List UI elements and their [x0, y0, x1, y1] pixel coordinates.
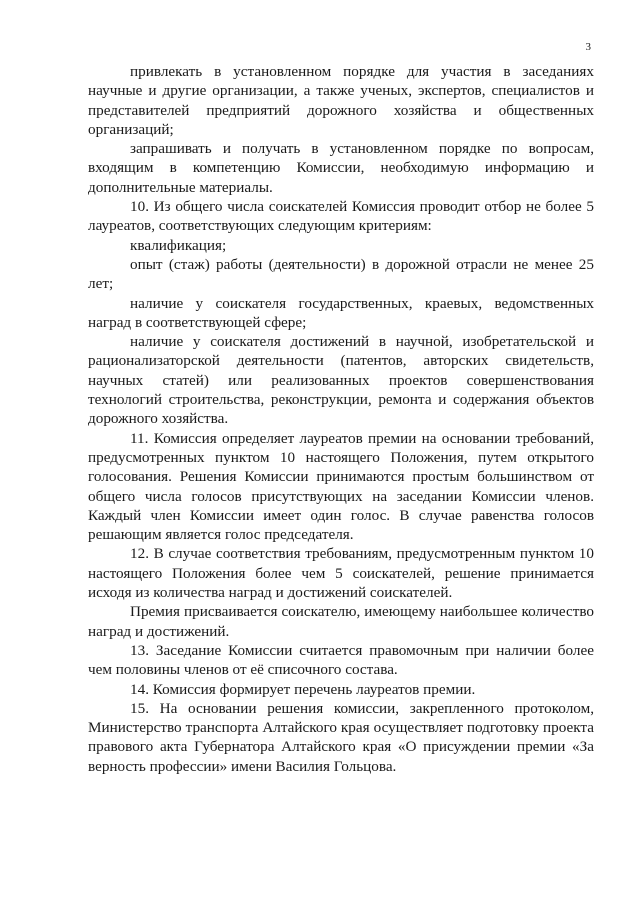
document-body [88, 62, 594, 776]
paragraph: 12. В случае соответствия требованиям, предусмотренным пунктом 10 настоящего Положения более чем 5 соискателей, решение принимается исходя из количества наград и достижений соискателей. [88, 545, 594, 602]
paragraph: 15. На основании решения комиссии, закрепленного протоколом, Министерство транспорта Алтайского края осуществляет подготовку проекта правового акта Губернатора Алтайского края «О присуждении премии «За верность профессии» имени Василия Гольцова. [88, 699, 594, 775]
paragraph: 13. Заседание Комиссии считается правомочным при наличии более чем половины членов от её списочного состава. [88, 641, 594, 679]
paragraph: наличие у соискателя достижений в научной, изобретательской и рационализаторской деятельности (патентов, авторских свидетельств, научных статей) или реализованных проектов совершенствования технологий строительства, реконструкции, ремонта и содержания объектов дорожного хозяйства. [88, 333, 594, 428]
paragraph: привлекать в установленном порядке для участия в заседаниях научные и другие организации, а также ученых, экспертов, специалистов и представителей предприятий дорожного хозяйства и общественных организаций; [88, 63, 594, 138]
paragraph: квалификация; [130, 236, 227, 254]
paragraph: наличие у соискателя государственных, краевых, ведомственных наград в соответствующей сфере; [88, 294, 594, 331]
paragraph: запрашивать и получать в установленном порядке по вопросам, входящим в компетенцию Комиссии, необходимую информацию и дополнительные материалы. [88, 140, 594, 196]
paragraph: опыт (стаж) работы (деятельности) в дорожной отрасли не менее 25 лет; [88, 255, 594, 293]
paragraph: 14. Комиссия формирует перечень лауреатов премии. [130, 680, 476, 698]
paragraph: Премия присваивается соискателю, имеющему наибольшее количество наград и достижений. [88, 603, 594, 640]
paragraph: 11. Комиссия определяет лауреатов премии на основании требований, предусмотренных пунктом 10 настоящего Положения, путем открытого голосования. Решения Комиссии принимаются простым большинством от общего числа голосов присутствующих на заседании Комиссии членов. Каждый член Комиссии имеет один голос. В случае равенства голосов решающим является голос председателя. [88, 429, 594, 544]
paragraph: 10. Из общего числа соискателей Комиссия проводит отбор не более 5 лауреатов, соответствующих следующим критериям: [88, 198, 594, 235]
page-number: 3 [585, 41, 591, 53]
